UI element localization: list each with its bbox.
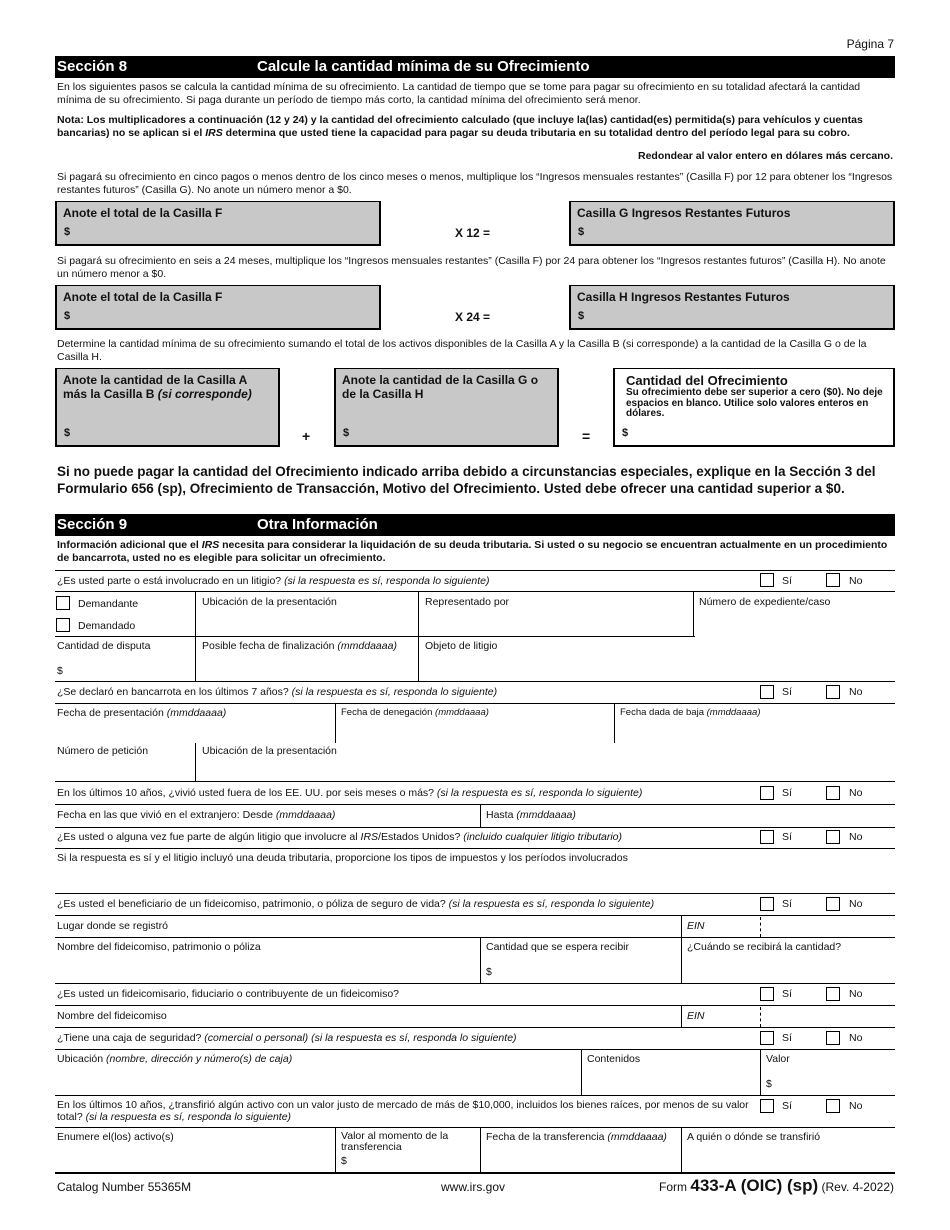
abroad-yes-checkbox[interactable] bbox=[760, 786, 774, 800]
box-h-future-income[interactable] bbox=[569, 285, 895, 330]
trustee-no-checkbox[interactable] bbox=[826, 987, 840, 1001]
section-9-title: Otra Información bbox=[257, 516, 378, 533]
box-h-label: Casilla H Ingresos Restantes Futuros bbox=[577, 290, 790, 304]
dollar-sign: $ bbox=[341, 1155, 347, 1167]
box-f-label: Anote el total de la Casilla F bbox=[63, 206, 223, 220]
yes-label: Sí bbox=[782, 1032, 792, 1044]
irs-litigation-no-checkbox[interactable] bbox=[826, 830, 840, 844]
section-9-header bbox=[55, 514, 895, 536]
instruction-minimum-offer: Determine la cantidad mínima de su ofrecimiento sumando el total de los activos disponibles de la Casilla A y la Casilla B (si corresponde) a la cantidad de la Casilla G o de la Casilla H. bbox=[57, 338, 867, 363]
bankruptcy-yes-checkbox[interactable] bbox=[760, 685, 774, 699]
represented-by-field[interactable]: Representado por bbox=[425, 596, 510, 608]
abroad-no-checkbox[interactable] bbox=[826, 786, 840, 800]
dollar-sign: $ bbox=[578, 226, 585, 238]
petition-number-field[interactable]: Número de petición bbox=[57, 745, 149, 757]
dollar-sign: $ bbox=[486, 966, 492, 978]
section-8-title: Calcule la cantidad mínima de su Ofrecimiento bbox=[257, 58, 590, 75]
litigation-question: ¿Es usted parte o está involucrado en un litigio? (si la respuesta es sí, responda lo siguiente) bbox=[57, 575, 490, 587]
section-8-note: Nota: Los multiplicadores a continuación (12 y 24) y la cantidad del ofrecimiento calculado (que incluye la(las) cantidad(es) permitida(s) para vehículos y cuentas bancarias) no se aplican si el IRS determina que usted tiene la capacidad para pagar su deuda tributaria en su totalidad dentro del período legal para su cobro. bbox=[57, 114, 863, 139]
box-g-or-h[interactable] bbox=[334, 368, 559, 447]
instruction-24-months: Si pagará su ofrecimiento en seis a 24 meses, multiplique los “Ingresos mensuales restantes” (Casilla F) por 24 para obtener los “Ingresos restantes futuros” (Casilla H). No anote un número menor a $0. bbox=[57, 255, 886, 280]
yes-label: Sí bbox=[782, 898, 792, 910]
safe-deposit-question: ¿Tiene una caja de seguridad? (comercial o personal) (si la respuesta es sí, responda lo siguiente) bbox=[57, 1032, 517, 1044]
offer-amount-instructions: Su ofrecimiento debe ser superior a cero ($0). No deje espacios en blanco. Utilice solo valores enteros en dólares. bbox=[626, 387, 883, 419]
bankruptcy-location-field[interactable]: Ubicación de la presentación bbox=[202, 745, 337, 757]
transfer-yes-checkbox[interactable] bbox=[760, 1099, 774, 1113]
beneficiary-yes-checkbox[interactable] bbox=[760, 897, 774, 911]
irs-litigation-question: ¿Es usted o alguna vez fue parte de algún litigio que involucre al IRS/Estados Unidos? (incluido cualquier litigio tributario) bbox=[57, 831, 623, 843]
section-8-number: Sección 8 bbox=[57, 58, 128, 75]
transfer-value-field[interactable]: Valor al momento de la transferencia bbox=[341, 1130, 449, 1153]
no-label: No bbox=[849, 831, 863, 843]
rounding-note: Redondear al valor entero en dólares más cercano. bbox=[637, 150, 893, 162]
trust-estate-policy-name-field[interactable]: Nombre del fideicomiso, patrimonio o póliza bbox=[57, 941, 261, 953]
section-8-intro: En los siguientes pasos se calcula la cantidad mínima de su ofrecimiento. La cantidad de tiempo que se tome para pagar su ofrecimiento en su totalidad afectará la cantidad mínima de su ofrecimiento. Si paga durante un período de tiempo más corto, la cantidad mínima del ofrecimiento será menor. bbox=[57, 81, 861, 106]
plaintiff-label: Demandante bbox=[78, 598, 139, 610]
litigation-subject-field[interactable]: Objeto de litigio bbox=[425, 640, 498, 652]
yes-label: Sí bbox=[782, 988, 792, 1000]
abroad-question: En los últimos 10 años, ¿vivió usted fuera de los EE. UU. por seis meses o más? (si la respuesta es sí, responda lo siguiente) bbox=[57, 787, 643, 799]
offer-amount-title: Cantidad del Ofrecimiento bbox=[626, 373, 788, 388]
dollar-sign: $ bbox=[64, 226, 71, 238]
value-field[interactable]: Valor bbox=[766, 1053, 790, 1065]
section-8-header bbox=[55, 56, 895, 78]
when-received-field[interactable]: ¿Cuándo se recibirá la cantidad? bbox=[687, 941, 842, 953]
no-label: No bbox=[849, 686, 863, 698]
defendant-label: Demandado bbox=[78, 620, 136, 632]
completion-date-field[interactable]: Posible fecha de finalización (mmddaaaa) bbox=[202, 640, 397, 652]
yes-label: Sí bbox=[782, 575, 792, 587]
transferred-to-field[interactable]: A quién o dónde se transfirió bbox=[687, 1131, 821, 1143]
box-a-plus-b[interactable] bbox=[55, 368, 280, 447]
form-identifier: Form 433-A (OIC) (sp) (Rev. 4-2022) bbox=[659, 1176, 894, 1195]
trustee-yes-checkbox[interactable] bbox=[760, 987, 774, 1001]
abroad-from-field[interactable]: Fecha en las que vivió en el extranjero: Desde (mmddaaaa) bbox=[57, 809, 336, 821]
box-gh-label: Anote la cantidad de la Casilla G o de la Casilla H bbox=[342, 373, 539, 401]
dollar-sign: $ bbox=[622, 427, 629, 439]
dollar-sign: $ bbox=[57, 665, 63, 677]
section-9-intro: Información adicional que el IRS necesita para considerar la liquidación de su deuda tributaria. Si usted o su negocio se encuentran actualmente en un procedimiento de bancarrota, usted no es elegible para solicitar un ofrecimiento. bbox=[57, 539, 888, 564]
ein-label: EIN bbox=[687, 920, 705, 932]
no-label: No bbox=[849, 988, 863, 1000]
equals-sign: = bbox=[582, 428, 591, 444]
irs-website: www.irs.gov bbox=[441, 1180, 506, 1194]
yes-label: Sí bbox=[782, 831, 792, 843]
no-label: No bbox=[849, 1032, 863, 1044]
trustee-question: ¿Es usted un fideicomisario, fiduciario o contribuyente de un fideicomiso? bbox=[57, 988, 400, 1000]
beneficiary-question: ¿Es usted el beneficiario de un fideicomiso, patrimonio, o póliza de seguro de vida? (si la respuesta es sí, responda lo siguiente) bbox=[57, 898, 655, 910]
dispute-amount-field[interactable]: Cantidad de disputa bbox=[57, 640, 151, 652]
beneficiary-no-checkbox[interactable] bbox=[826, 897, 840, 911]
plaintiff-checkbox[interactable] bbox=[56, 596, 70, 610]
trust-name-field[interactable]: Nombre del fideicomiso bbox=[57, 1010, 167, 1022]
no-label: No bbox=[849, 1100, 863, 1112]
no-label: No bbox=[849, 787, 863, 799]
asset-transfer-question: En los últimos 10 años, ¿transfirió algún activo con un valor justo de mercado de más de $10,000, incluidos los bienes raíces, por menos de su valor total? (si la respuesta es sí, responda lo siguiente) bbox=[57, 1099, 749, 1123]
multiplier-12: X 12 = bbox=[455, 226, 491, 240]
special-circumstances-note: Si no puede pagar la cantidad del Ofrecimiento indicado arriba debido a circunstancias especiales, explique en la Sección 3 del Formulario 656 (sp), Ofrecimiento de Transacción, Motivo del Ofrecimiento. Usted debe ofrecer una cantidad superior a $0. bbox=[57, 464, 876, 496]
abroad-to-field[interactable]: Hasta (mmddaaaa) bbox=[486, 809, 576, 821]
filing-location-field[interactable]: Ubicación de la presentación bbox=[202, 596, 337, 608]
multiplier-24: X 24 = bbox=[455, 310, 491, 324]
box-f-total-24[interactable] bbox=[55, 285, 381, 330]
dollar-sign: $ bbox=[64, 427, 71, 439]
docket-number-field[interactable]: Número de expediente/caso bbox=[699, 596, 831, 608]
filed-date-field[interactable]: Fecha de presentación (mmddaaaa) bbox=[57, 707, 227, 719]
dollar-sign: $ bbox=[343, 427, 350, 439]
catalog-number: Catalog Number 55365M bbox=[57, 1180, 192, 1194]
litigation-yes-checkbox[interactable] bbox=[760, 573, 774, 587]
dismissed-date-field[interactable]: Fecha dada de baja (mmddaaaa) bbox=[620, 707, 761, 718]
registration-place-field[interactable]: Lugar donde se registró bbox=[57, 920, 168, 932]
irs-litigation-yes-checkbox[interactable] bbox=[760, 830, 774, 844]
offer-amount-box[interactable] bbox=[613, 368, 895, 447]
yes-label: Sí bbox=[782, 686, 792, 698]
yes-label: Sí bbox=[782, 787, 792, 799]
box-f-total-12[interactable] bbox=[55, 201, 381, 246]
plus-sign: + bbox=[302, 428, 311, 444]
no-label: No bbox=[849, 898, 863, 910]
bankruptcy-question: ¿Se declaró en bancarrota en los últimos 7 años? (si la respuesta es sí, responda lo siguiente) bbox=[57, 686, 498, 698]
litigation-no-checkbox[interactable] bbox=[826, 573, 840, 587]
transfer-date-field[interactable]: Fecha de la transferencia (mmddaaaa) bbox=[486, 1131, 667, 1143]
section-9-number: Sección 9 bbox=[57, 516, 128, 533]
tax-types-periods-field[interactable]: Si la respuesta es sí y el litigio incluyó una deuda tributaria, proporcione los tipos de impuestos y los períodos involucrados bbox=[57, 852, 628, 864]
list-assets-field[interactable]: Enumere el(los) activo(s) bbox=[57, 1131, 174, 1143]
dollar-sign: $ bbox=[578, 310, 585, 322]
dollar-sign: $ bbox=[64, 310, 71, 322]
yes-label: Sí bbox=[782, 1100, 792, 1112]
box-f-label: Anote el total de la Casilla F bbox=[63, 290, 223, 304]
no-label: No bbox=[849, 575, 863, 587]
safe-deposit-no-checkbox[interactable] bbox=[826, 1031, 840, 1045]
box-g-label: Casilla G Ingresos Restantes Futuros bbox=[577, 206, 791, 220]
contents-field[interactable]: Contenidos bbox=[587, 1053, 641, 1065]
safe-deposit-location-field[interactable]: Ubicación (nombre, dirección y número(s) de caja) bbox=[57, 1053, 293, 1065]
page-number: Página 7 bbox=[846, 37, 894, 51]
instruction-12-months: Si pagará su ofrecimiento en cinco pagos o menos dentro de los cinco meses o menos, multiplique los “Ingresos mensuales restantes” (Casilla F) por 12 para obtener los “Ingresos restantes futuros” (Casilla G). No anote un número menor a $0. bbox=[57, 171, 893, 196]
box-ab-label: Anote la cantidad de la Casilla A más la Casilla B (si corresponde) bbox=[63, 373, 252, 401]
transfer-no-checkbox[interactable] bbox=[826, 1099, 840, 1113]
ein-label: EIN bbox=[687, 1010, 705, 1022]
dollar-sign: $ bbox=[766, 1078, 772, 1090]
denied-date-field[interactable]: Fecha de denegación (mmddaaaa) bbox=[341, 707, 489, 718]
defendant-checkbox[interactable] bbox=[56, 618, 70, 632]
box-g-future-income[interactable] bbox=[569, 201, 895, 246]
expected-amount-field[interactable]: Cantidad que se espera recibir bbox=[486, 941, 630, 953]
safe-deposit-yes-checkbox[interactable] bbox=[760, 1031, 774, 1045]
bankruptcy-no-checkbox[interactable] bbox=[826, 685, 840, 699]
